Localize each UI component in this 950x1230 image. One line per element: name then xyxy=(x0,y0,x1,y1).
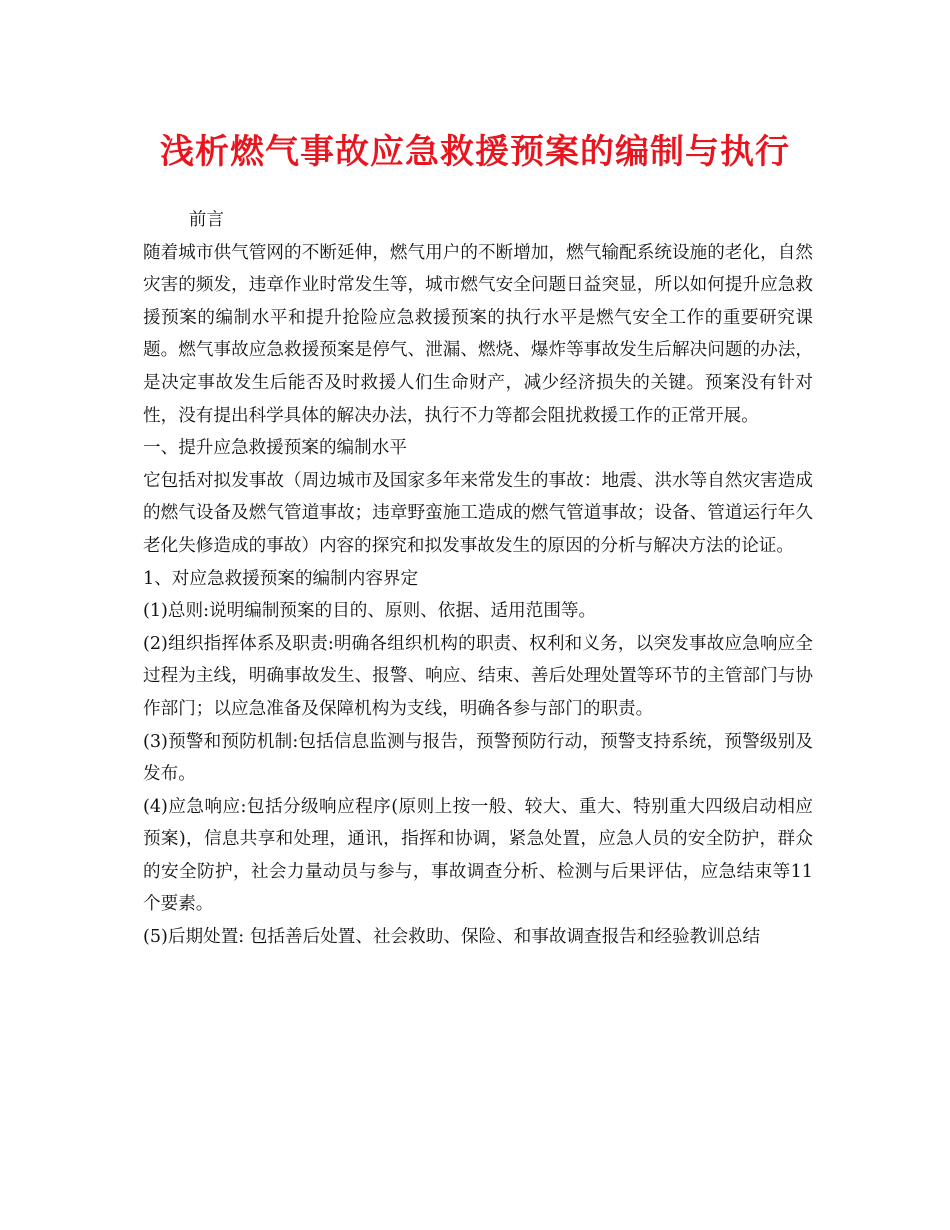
list-item-aftermath: (5)后期处置: 包括善后处置、社会救助、保险、和事故调查报告和经验教训总结 xyxy=(143,927,761,948)
list-item-warning: (3)预警和预防机制:包括信息监测与报告，预警预防行动，预警支持系统，预警级别及发布。 xyxy=(143,731,813,785)
list-item-organization: (2)组织指挥体系及职责:明确各组织机构的职责、权利和义务，以突发事故应急响应全过程为主线，明确事故发生、报警、响应、结束、善后处理处置等环节的主管部门与协作部门；以应急准备及保障机构为支线，明确各参与部门的职责。 xyxy=(143,633,813,719)
document-title: 浅析燃气事故应急救援预案的编制与执行 xyxy=(160,132,790,172)
document-body xyxy=(143,204,813,954)
section-1-paragraph: 它包括对拟发事故（周边城市及国家多年来常发生的事故：地震、洪水等自然灾害造成的燃气设备及燃气管道事故；违章野蛮施工造成的燃气管道事故；设备、管道运行年久老化失修造成的事故）内容的探究和拟发事故发生的原因的分析与解决方法的论证。 xyxy=(143,470,813,556)
list-item-general: (1)总则:说明编制预案的目的、原则、依据、适用范围等。 xyxy=(143,601,597,622)
subsection-heading-1: 1、对应急救援预案的编制内容界定 xyxy=(143,568,419,589)
list-item-response: (4)应急响应:包括分级响应程序(原则上按一般、较大、重大、特别重大四级启动相应预案)，信息共享和处理，通讯，指挥和协调，紧急处置，应急人员的安全防护，群众的安全防护，社会力量动员与参与，事故调查分析、检测与后果评估，应急结束等11个要素。 xyxy=(143,796,813,915)
section-heading-1: 一、提升应急救援预案的编制水平 xyxy=(143,438,407,459)
intro-paragraph: 随着城市供气管网的不断延伸，燃气用户的不断增加，燃气输配系统设施的老化，自然灾害的频发，违章作业时常发生等，城市燃气安全问题日益突显，所以如何提升应急救援预案的编制水平和提升抢险应急救援预案的执行水平是燃气安全工作的重要研究课题。燃气事故应急救援预案是停气、泄漏、燃烧、爆炸等事故发生后解决问题的办法，是决定事故发生后能否及时救援人们生命财产，减少经济损失的关键。预案没有针对性，没有提出科学具体的解决办法，执行不力等都会阻扰救援工作的正常开展。 xyxy=(143,242,813,426)
preface-heading: 前言 xyxy=(188,210,224,230)
